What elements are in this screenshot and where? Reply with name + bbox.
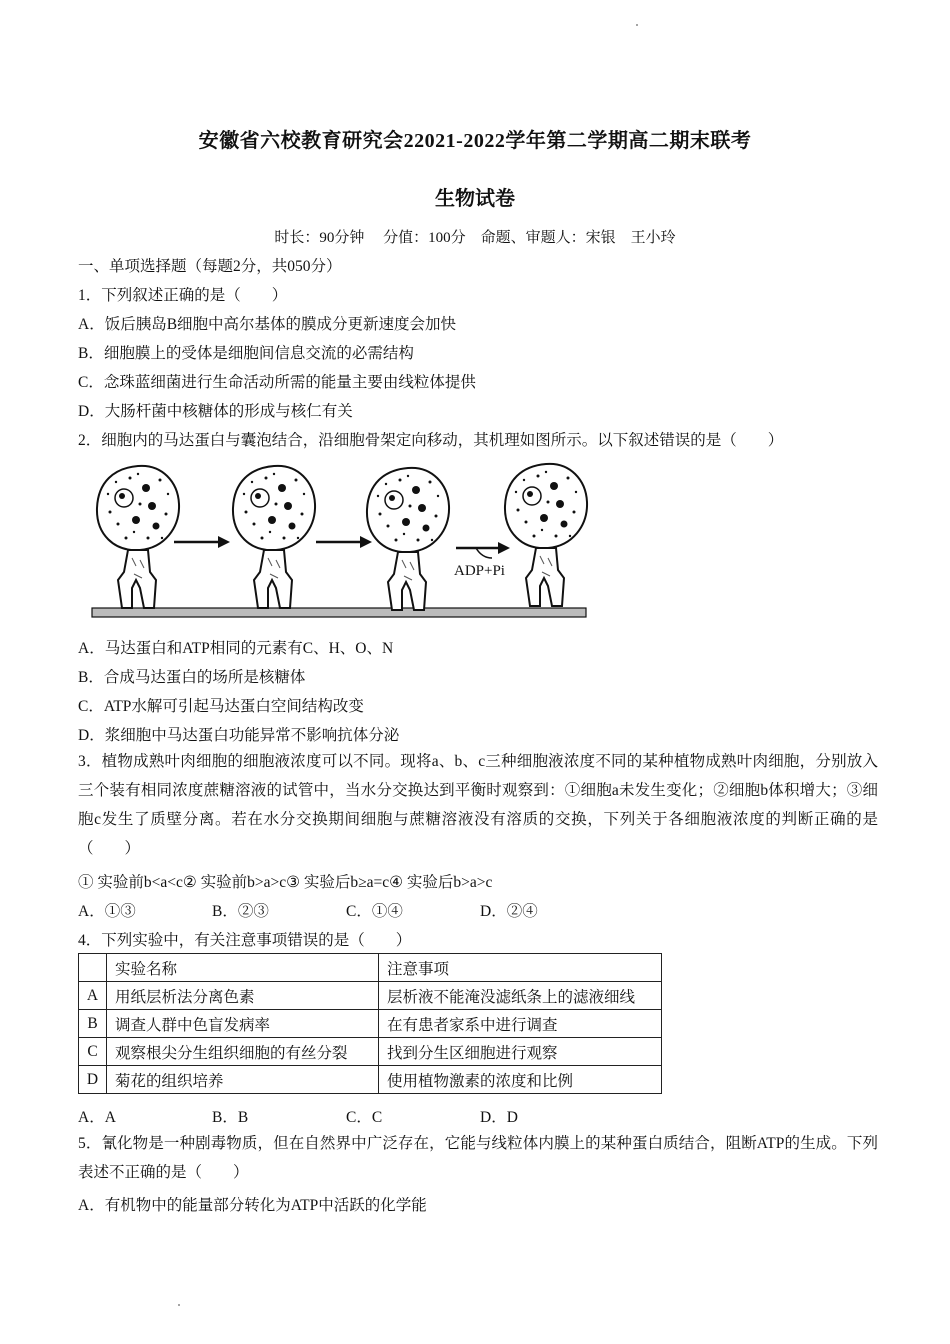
- q4-option-d: D．D: [480, 1109, 518, 1126]
- table-cell: D: [79, 1066, 107, 1094]
- table-cell: 层析液不能淹没滤纸条上的滤液细线: [379, 982, 662, 1010]
- exam-subtitle: 生物试卷: [435, 188, 515, 210]
- q3-stem: 3．植物成熟叶肉细胞的细胞液浓度可以不同。现将a、b、c三种细胞液浓度不同的某种植物成熟叶肉细胞，分别放入三个装有相同浓度蔗糖溶液的试管中，当水分交换达到平衡时观察到：①细胞a未发生变化；②细胞b体积增大；③细胞c发生了质壁分离。若在水分交换期间细胞与蔗糖溶液没有溶质的交换，下列关于各细胞液浓度的判断正确的是（ ）: [78, 753, 878, 857]
- q4-options: [78, 1105, 518, 1127]
- q1-option-b: B．细胞膜上的受体是细胞间信息交流的必需结构: [78, 345, 414, 362]
- exam-meta: 时长：90分钟 分值：100分 命题、审题人：宋银 王小玲: [274, 230, 676, 246]
- table-cell: 菊花的组织培养: [107, 1066, 379, 1094]
- q2-option-c: C．ATP水解可引起马达蛋白空间结构改变: [78, 698, 364, 715]
- table-row: [79, 1010, 662, 1038]
- exam-title: 安徽省六校教育研究会22021-2022学年第二学期高二期末联考: [198, 130, 752, 152]
- q1-option-a: A．饭后胰岛B细胞中高尔基体的膜成分更新速度会加快: [78, 316, 457, 333]
- q5-option-a: A．有机物中的能量部分转化为ATP中活跃的化学能: [78, 1197, 427, 1214]
- table-cell: 在有患者家系中进行调查: [379, 1010, 662, 1038]
- q4-option-b: B．B: [212, 1109, 249, 1126]
- q3-statements: ① 实验前b<a<c② 实验前b>a>c③ 实验后b≥a=c④ 实验后b>a>c: [78, 874, 493, 891]
- q3-option-d: D．②④: [480, 903, 538, 920]
- table-cell: 找到分生区细胞进行观察: [379, 1038, 662, 1066]
- q2-option-a: A．马达蛋白和ATP相同的元素有C、H、O、N: [78, 640, 394, 657]
- table-cell: A: [79, 982, 107, 1010]
- q2-stem: 2．细胞内的马达蛋白与囊泡结合，沿细胞骨架定向移动，其机理如图所示。以下叙述错误的是（ ）: [78, 432, 784, 449]
- q2-option-d: D．浆细胞中马达蛋白功能异常不影响抗体分泌: [78, 727, 400, 744]
- adp-pi-label: ADP+Pi: [454, 563, 505, 579]
- table-row: [79, 1066, 662, 1094]
- q1-option-c: C．念珠蓝细菌进行生命活动所需的能量主要由线粒体提供: [78, 374, 476, 391]
- section-heading: 一、单项选择题（每题2分，共050分）: [78, 258, 342, 275]
- table-header-row: [79, 954, 662, 982]
- q2-option-b: B．合成马达蛋白的场所是核糖体: [78, 669, 306, 686]
- q4-option-a: A．A: [78, 1109, 116, 1126]
- q3-option-c: C．①④: [346, 903, 403, 920]
- q4-stem: 4．下列实验中，有关注意事项错误的是（ ）: [78, 932, 412, 949]
- speck: [178, 1304, 180, 1306]
- q3-option-b: B．②③: [212, 903, 269, 920]
- speck: [636, 24, 638, 26]
- table-header-cell: [79, 954, 107, 982]
- motor-protein-figure: [78, 458, 590, 624]
- experiment-table: [78, 953, 662, 1094]
- q3-options: [78, 899, 538, 921]
- q1-stem: 1．下列叙述正确的是（ ）: [78, 287, 288, 304]
- table-cell: 观察根尖分生组织细胞的有丝分裂: [107, 1038, 379, 1066]
- table-row: [79, 982, 662, 1010]
- q3-option-a: A．①③: [78, 903, 136, 920]
- table-cell: 调查人群中色盲发病率: [107, 1010, 379, 1038]
- q1-option-d: D．大肠杆菌中核糖体的形成与核仁有关: [78, 403, 353, 420]
- table-row: [79, 1038, 662, 1066]
- table-header-cell: 实验名称: [107, 954, 379, 982]
- table-header-cell: 注意事项: [379, 954, 662, 982]
- q4-option-c: C．C: [346, 1109, 383, 1126]
- q5-stem: 5．氰化物是一种剧毒物质，但在自然界中广泛存在，它能与线粒体内膜上的某种蛋白质结合，阻断ATP的生成。下列表述不正确的是（ ）: [78, 1135, 878, 1181]
- table-cell: C: [79, 1038, 107, 1066]
- table-cell: 用纸层析法分离色素: [107, 982, 379, 1010]
- table-cell: 使用植物激素的浓度和比例: [379, 1066, 662, 1094]
- table-cell: B: [79, 1010, 107, 1038]
